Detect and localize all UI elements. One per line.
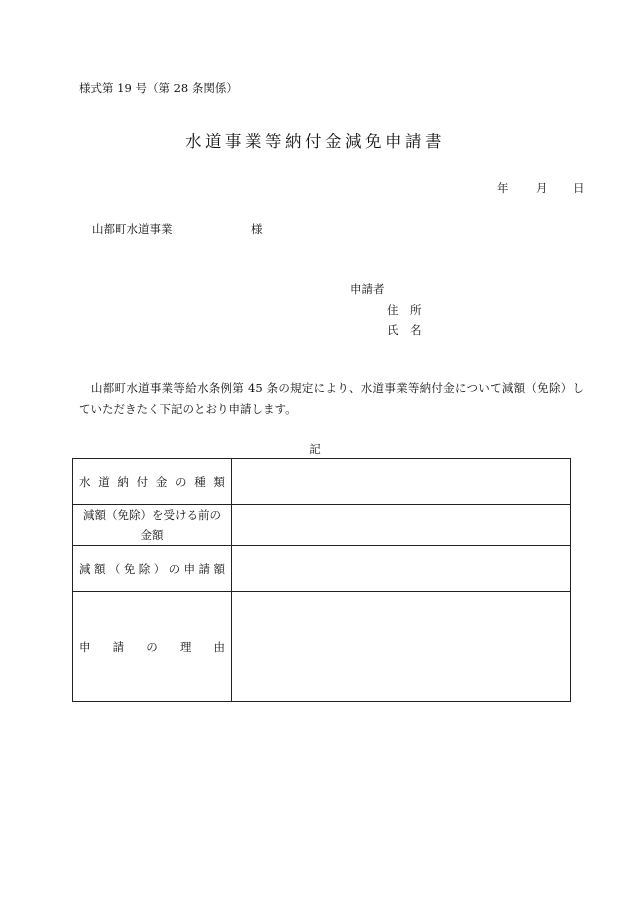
label-char: 額	[93, 561, 106, 576]
addressee: 山都町水道事業	[92, 222, 173, 236]
table-row	[73, 459, 571, 505]
table-row	[73, 546, 571, 592]
honorific: 様	[251, 222, 263, 236]
name-label: 氏 名	[387, 323, 422, 337]
label-char: の	[146, 639, 158, 654]
label-char: 除	[138, 561, 151, 576]
label-char: 水	[79, 474, 91, 489]
reason-label	[73, 592, 232, 702]
label-char: 請	[112, 639, 125, 654]
label-char: 減	[79, 561, 91, 576]
fee-type-label-text	[73, 474, 231, 490]
label-char: 免	[123, 561, 136, 576]
label-char: 理	[179, 639, 192, 654]
fee-type-field[interactable]	[232, 459, 571, 505]
date-month-label: 月	[536, 181, 548, 195]
requested-amount-label-text	[73, 561, 231, 577]
ki-heading: 記	[309, 442, 321, 456]
label-char: の	[175, 474, 187, 489]
original-amount-field[interactable]	[232, 505, 571, 546]
label-char: 請	[198, 561, 210, 576]
date-day-label: 日	[573, 181, 585, 195]
requested-amount-field[interactable]	[232, 546, 571, 592]
original-amount-label-line2: 金額	[140, 528, 164, 542]
label-char: の	[168, 561, 181, 576]
label-char: 類	[213, 474, 225, 489]
date-year-label: 年	[497, 181, 509, 195]
original-amount-label-line1: 減額（免除）を受ける前の	[83, 508, 221, 522]
applicant-label: 申請者	[350, 282, 385, 296]
table-row	[73, 505, 571, 546]
body-text: 山都町水道事業等給水条例第 45 条の規定により、水道事業等納付金について減額（免除）していただきたく下記のとおり申請します。	[79, 381, 584, 416]
label-char: 申	[79, 639, 91, 654]
table-row	[73, 592, 571, 702]
fee-type-label	[73, 459, 232, 505]
application-table	[72, 458, 571, 702]
label-char: 道	[98, 474, 110, 489]
label-char: 種	[194, 474, 206, 489]
label-char: 金	[155, 474, 168, 489]
label-char: （	[108, 561, 121, 576]
label-char: 納	[117, 474, 129, 489]
reason-label-text	[73, 639, 231, 655]
requested-amount-label	[73, 546, 232, 592]
reason-field[interactable]	[232, 592, 571, 702]
label-char: 申	[183, 561, 196, 576]
original-amount-label	[73, 505, 232, 546]
label-char: 額	[213, 561, 225, 576]
document-title: 水道事業等納付金減免申請書	[185, 132, 445, 151]
label-char: ）	[153, 561, 166, 576]
label-char: 付	[136, 474, 149, 489]
form-number: 様式第 19 号（第 28 条関係）	[79, 81, 238, 95]
address-label: 住 所	[387, 303, 422, 317]
label-char: 由	[213, 639, 225, 654]
